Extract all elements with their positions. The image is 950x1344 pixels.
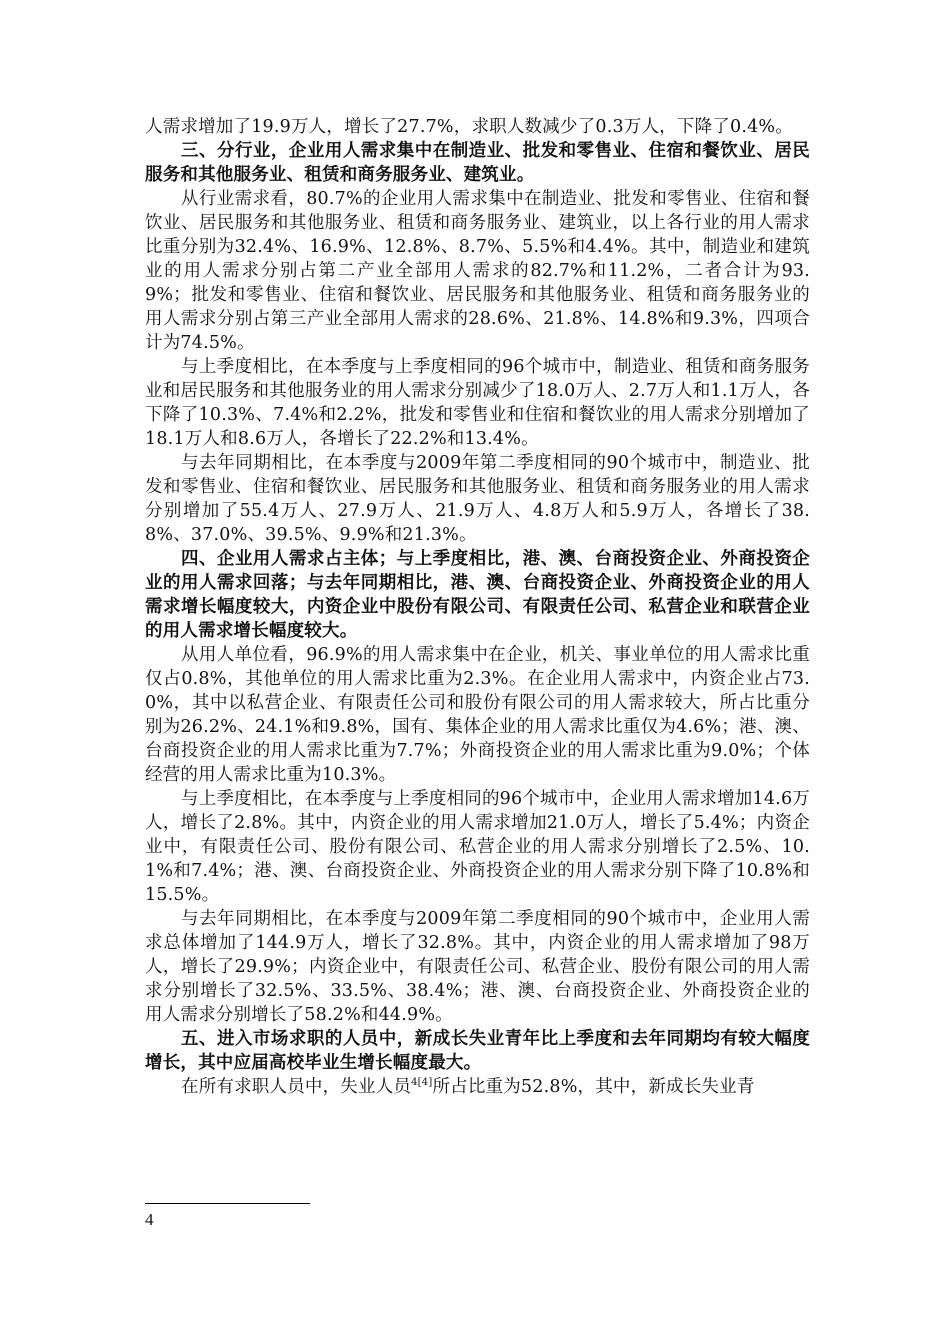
paragraph: 与上季度相比，在本季度与上季度相同的96个城市中，企业用人需求增加14.6万人，增长了2.8%。其中，内资企业的用人需求增加21.0万人，增长了5.4%；内资企业中，有限责任公司、股份有限公司、私营企业的用人需求分别增长了2.5%、10.1%和7.4%；港、澳、台商投资企业、外商投资企业的用人需求分别下降了10.8%和15.5%。	[145, 789, 810, 905]
paragraph: 与去年同期相比，在本季度与2009年第二季度相同的90个城市中，制造业、批发和零售业、住宿和餐饮业、居民服务和其他服务业、租赁和商务服务业的用人需求分别增加了55.4万人、27.9万人、21.9万人、4.8万人和5.9万人，各增长了38.8%、37.0%、39.5%、9.9%和21.3%。	[145, 453, 810, 545]
paragraph: 与上季度相比，在本季度与上季度相同的96个城市中，制造业、租赁和商务服务业和居民服务和其他服务业的用人需求分别减少了18.0万人、2.7万人和1.1万人，各下降了10.3%、7.4%和2.2%，批发和零售业和住宿和餐饮业的用人需求分别增加了18.1万人和8.6万人，各增长了22.2%和13.4%。	[145, 357, 810, 449]
footnote-divider	[145, 1203, 310, 1204]
section-heading-3: 三、分行业，企业用人需求集中在制造业、批发和零售业、住宿和餐饮业、居民服务和其他服务业、租赁和商务服务业、建筑业。	[145, 141, 810, 185]
footnote-reference[interactable]: 4[4]	[411, 1077, 433, 1089]
paragraph: 与去年同期相比，在本季度与2009年第二季度相同的90个城市中，企业用人需求总体增加了144.9万人，增长了32.8%。其中，内资企业的用人需求增加了98万人，增长了29.9%；内资企业中，有限责任公司、私营企业、股份有限公司的用人需求分别增长了32.5%、33.5%、38.4%；港、澳、台商投资企业、外商投资企业的用人需求分别增长了58.2%和44.9%。	[145, 909, 810, 1025]
paragraph-continued: 人需求增加了19.9万人，增长了27.7%，求职人数减少了0.3万人，下降了0.4%。	[145, 117, 793, 137]
document-body	[145, 115, 810, 1099]
paragraph-last	[145, 1075, 810, 1099]
section-heading-5: 五、进入市场求职的人员中，新成长失业青年比上季度和去年同期均有较大幅度增长，其中应届高校毕业生增长幅度最大。	[145, 1029, 810, 1073]
footnote-number: 4	[145, 1210, 154, 1229]
paragraph-text: 所占比重为52.8%，其中，新成长失业青	[432, 1077, 755, 1097]
section-heading-4: 四、企业用人需求占主体；与上季度相比，港、澳、台商投资企业、外商投资企业的用人需求回落；与去年同期相比，港、澳、台商投资企业、外商投资企业的用人需求增长幅度较大，内资企业中股份有限公司、有限责任公司、私营企业和联营企业的用人需求增长幅度较大。	[145, 549, 810, 641]
paragraph: 从行业需求看，80.7%的企业用人需求集中在制造业、批发和零售业、住宿和餐饮业、居民服务和其他服务业、租赁和商务服务业、建筑业，以上各行业的用人需求比重分别为32.4%、16.9%、12.8%、8.7%、5.5%和4.4%。其中，制造业和建筑业的用人需求分别占第二产业全部用人需求的82.7%和11.2%，二者合计为93.9%；批发和零售业、住宿和餐饮业、居民服务和其他服务业、租赁和商务服务业的用人需求分别占第三产业全部用人需求的28.6%、21.8%、14.8%和9.3%，四项合计为74.5%。	[145, 189, 810, 353]
paragraph-text: 在所有求职人员中，失业人员	[181, 1077, 412, 1097]
paragraph: 从用人单位看，96.9%的用人需求集中在企业，机关、事业单位的用人需求比重仅占0.8%，其他单位的用人需求比重为2.3%。在企业用人需求中，内资企业占73.0%，其中以私营企业、有限责任公司和股份有限公司的用人需求较大，所占比重分别为26.2%、24.1%和9.8%，国有、集体企业的用人需求比重仅为4.6%；港、澳、台商投资企业的用人需求比重为7.7%；外商投资企业的用人需求比重为9.0%；个体经营的用人需求比重为10.3%。	[145, 645, 810, 785]
